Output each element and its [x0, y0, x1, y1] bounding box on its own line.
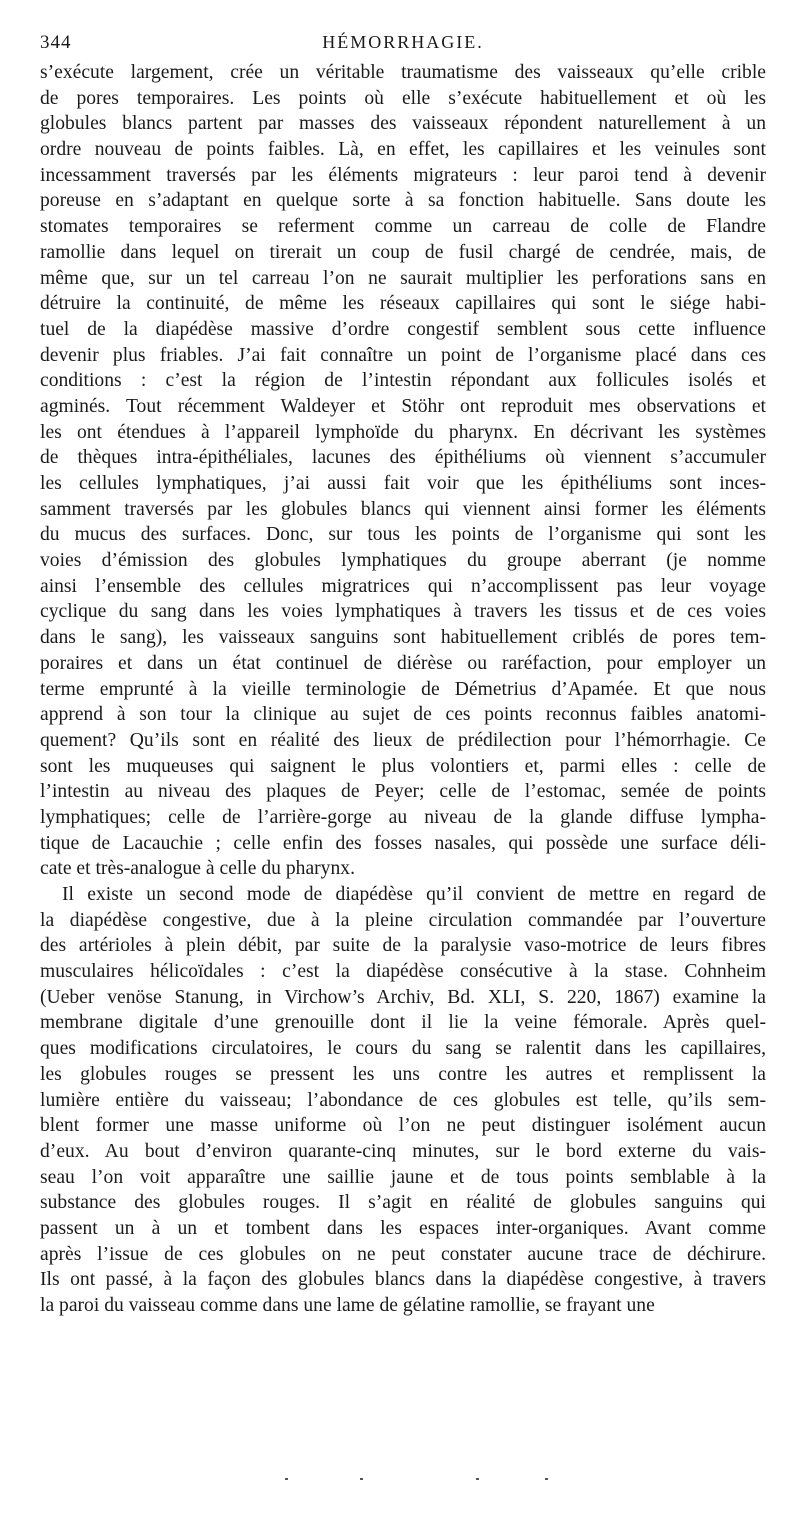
text-line: même que, sur un tel carreau l’on ne saurait multiplier les perforations sans en — [40, 267, 766, 289]
text-line: les cellules lymphatiques, j’ai aussi fait voir que les épithéliums sont inces- — [40, 473, 766, 494]
text-line: lymphatiques; celle de l’arrière-gorge au niveau de la glande diffuse lympha- — [40, 806, 766, 828]
text-line: incessamment traversés par les éléments migrateurs : leur paroi tend à devenir — [40, 164, 766, 186]
text-line: ramollie dans lequel on tirerait un coup de fusil chargé de cendrée, mais, de — [40, 241, 766, 263]
text-line: poraires et dans un état continuel de diérèse ou raréfaction, pour employer un — [40, 652, 766, 674]
text-line: s’exécute largement, crée un véritable traumatisme des vaisseaux qu’elle crible — [40, 62, 766, 83]
text-line: après l’issue de ces globules on ne peut constater aucune trace de déchirure. — [40, 1243, 766, 1265]
text-line: la diapédèse congestive, due à la pleine circulation commandée par l’ouverture — [40, 909, 766, 931]
page-number: 344 — [40, 32, 72, 53]
text-line: ainsi l’ensemble des cellules migratrices qui n’accomplissent pas leur voyage — [40, 575, 766, 597]
text-line: devenir plus friables. J’ai fait connaître un point de l’organisme placé dans ces — [40, 344, 766, 366]
paragraph — [40, 60, 766, 882]
text-line: agminés. Tout récemment Waldeyer et Stöhr ont reproduit mes observations et — [40, 395, 766, 417]
text-line: la paroi du vaisseau comme dans une lame de gélatine ramollie, se frayant une — [40, 1295, 655, 1316]
text-line: cyclique du sang dans les voies lymphatiques à travers les tissus et de ces voies — [40, 601, 766, 623]
text-line: poreuse en s’adaptant en quelque sorte à sa fonction habituelle. Sans doute les — [40, 190, 766, 212]
text-line: quement? Qu’ils sont en réalité des lieux de prédilection pour l’hémorrhagie. Ce — [40, 729, 766, 751]
body-text — [40, 60, 766, 1319]
text-line: de pores temporaires. Les points où elle s’exécute habituellement et où les — [40, 87, 766, 109]
text-line: tique de Lacauchie ; celle enfin des fosses nasales, qui possède une surface déli- — [40, 832, 766, 854]
text-line: (Ueber venöse Stanung, in Virchow’s Archiv, Bd. XLI, S. 220, 1867) examine la — [40, 986, 766, 1008]
running-head — [40, 30, 766, 60]
text-line: seau l’on voit apparaître une saillie jaune et de tous points semblable à la — [40, 1166, 766, 1188]
text-line: Ils ont passé, à la façon des globules blancs dans la diapédèse congestive, à travers — [40, 1269, 766, 1291]
text-line: les ont étendues à l’appareil lymphoïde du pharynx. En décrivant les systèmes — [40, 421, 766, 443]
running-title: HÉMORRHAGIE. — [322, 32, 484, 52]
text-line: dans le sang), les vaisseaux sanguins sont habituellement criblés de pores tem- — [40, 627, 766, 649]
text-line: substance des globules rouges. Il s’agit en réalité de globules sanguins qui — [40, 1192, 766, 1214]
text-line: stomates temporaires se referment comme un carreau de colle de Flandre — [40, 216, 766, 238]
text-line: des artérioles à plein débit, par suite de la paralysie vaso-motrice de leurs fibres — [40, 935, 766, 957]
text-line: lumière entière du vaisseau; l’abondance de ces globules est telle, qu’ils sem- — [40, 1089, 766, 1111]
text-line: voies d’émission des globules lymphatiques du groupe aberrant (je nomme — [40, 550, 766, 572]
text-line: d’eux. Au bout d’environ quarante-cinq minutes, sur le bord externe du vais- — [40, 1140, 766, 1162]
text-line: membrane digitale d’une grenouille dont il lie la veine fémorale. Après quel- — [40, 1012, 766, 1034]
text-line: apprend à son tour la clinique au sujet de ces points reconnus faibles anatomi- — [40, 704, 766, 726]
text-line: du mucus des surfaces. Donc, sur tous les points de l’organisme qui sont les — [40, 524, 766, 546]
text-line: globules blancs partent par masses des vaisseaux répondent naturellement à un — [40, 113, 766, 135]
text-line: conditions : c’est la région de l’intestin répondant aux follicules isolés et — [40, 370, 766, 392]
text-line: samment traversés par les globules blancs qui viennent ainsi former les éléments — [40, 498, 766, 520]
text-line: musculaires hélicoïdales : c’est la diapédèse consécutive à la stase. Cohnheim — [40, 961, 766, 983]
paragraph — [40, 882, 766, 1319]
footer-specks — [0, 1478, 800, 1488]
text-line: terme emprunté à la vieille terminologie de Démetrius d’Apamée. Et que nous — [40, 678, 766, 700]
text-line: blent former une masse uniforme où l’on ne peut distinguer isolément aucun — [40, 1115, 766, 1137]
text-line: détruire la continuité, de même les réseaux capillaires qui sont le siége habi- — [40, 293, 766, 315]
text-line: Il existe un second mode de diapédèse qu’il convient de mettre en regard de — [62, 884, 766, 905]
text-line: ordre nouveau de points faibles. Là, en effet, les capillaires et les veinules sont — [40, 139, 766, 161]
text-line: tuel de la diapédèse massive d’ordre congestif semblent sous cette influence — [40, 318, 766, 340]
text-line: ques modifications circulatoires, le cours du sang se ralentit dans les capillaires, — [40, 1038, 766, 1060]
text-line: les globules rouges se pressent les uns contre les autres et remplissent la — [40, 1063, 766, 1085]
text-line: sont les muqueuses qui saignent le plus volontiers et, parmi elles : celle de — [40, 755, 766, 777]
book-page — [40, 30, 766, 1319]
text-line: passent un à un et tombent dans les espaces inter-organiques. Avant comme — [40, 1217, 766, 1239]
text-line: l’intestin au niveau des plaques de Peyer; celle de l’estomac, semée de points — [40, 781, 766, 803]
text-line: cate et très-analogue à celle du pharynx. — [40, 858, 355, 880]
text-line: de thèques intra-épithéliales, lacunes des épithéliums où viennent s’accumuler — [40, 447, 766, 469]
